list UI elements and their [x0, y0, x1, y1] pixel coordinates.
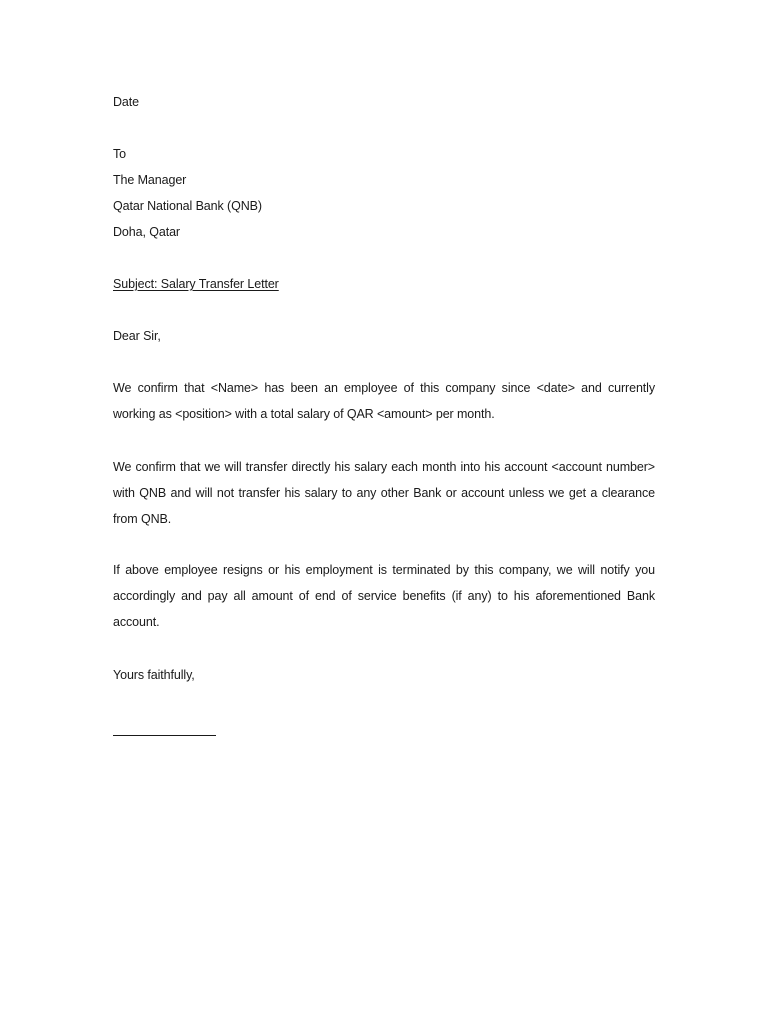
paragraph-employment: We confirm that <Name> has been an employee of this company since <date> and currently working as <position> with a total salary of QAR <amount> per month. — [113, 381, 655, 421]
recipient-title: The Manager — [113, 173, 187, 187]
signature-line — [113, 735, 216, 736]
subject-line: Subject: Salary Transfer Letter — [113, 277, 279, 291]
closing: Yours faithfully, — [113, 668, 195, 682]
letter-page — [113, 0, 655, 1024]
salutation: Dear Sir, — [113, 329, 161, 343]
paragraph-termination: If above employee resigns or his employment is terminated by this company, we will notify you accordingly and pay all amount of end of service benefits (if any) to his aforementioned Bank account. — [113, 563, 655, 629]
recipient-to: To — [113, 147, 127, 161]
paragraph-transfer: We confirm that we will transfer directly his salary each month into his account <account number> with QNB and will not transfer his salary to any other Bank or account unless we get a clearance from QNB. — [113, 460, 655, 526]
recipient-bank: Qatar National Bank (QNB) — [113, 199, 262, 213]
date-line: Date — [113, 95, 140, 109]
recipient-city: Doha, Qatar — [113, 225, 180, 239]
